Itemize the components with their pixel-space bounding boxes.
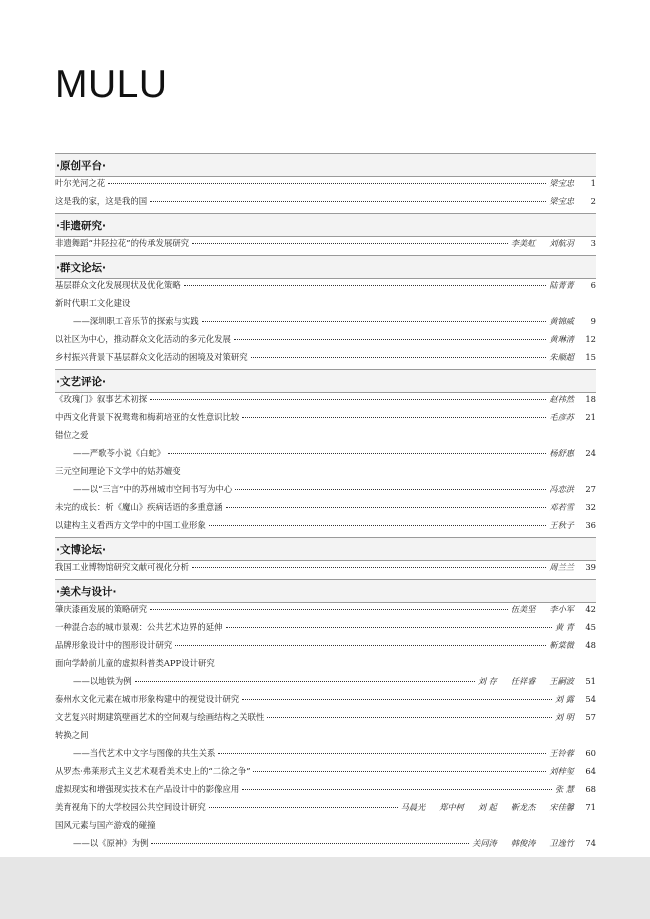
entry-authors <box>549 448 574 459</box>
toc-entry[interactable] <box>55 639 596 657</box>
author-name: 邓若雪 <box>549 502 574 512</box>
dot-leader <box>150 193 546 202</box>
entry-authors <box>549 640 574 651</box>
page-number: 54 <box>585 694 596 704</box>
section-header <box>55 213 596 237</box>
entry-title: 非遗舞蹈“井陉拉花”的传承发展研究 <box>55 238 190 248</box>
dot-leader <box>242 409 546 418</box>
author-name: 王嗣波 <box>549 676 574 686</box>
page-number: 57 <box>585 712 596 722</box>
dot-leader <box>235 481 546 490</box>
page-number: 12 <box>585 334 596 344</box>
entry-title: 泰州水文化元素在城市形象构建中的视觉设计研究 <box>55 694 240 704</box>
toc-entry[interactable] <box>55 279 596 297</box>
entry-authors <box>478 676 574 687</box>
section-label: ·美术与设计· <box>56 585 117 598</box>
dot-leader <box>108 175 546 184</box>
page-number: 6 <box>590 280 596 290</box>
toc-entry[interactable] <box>55 195 596 213</box>
entry-title: ——深圳职工音乐节的探索与实践 <box>73 316 199 326</box>
dot-leader <box>175 637 546 646</box>
entry-authors <box>401 802 574 813</box>
entry-title: 面向学龄前儿童的虚拟科普类APP设计研究 <box>55 658 215 668</box>
dot-leader <box>150 391 546 400</box>
page-number: 18 <box>585 394 596 404</box>
section-label: ·群文论坛· <box>56 261 106 274</box>
dot-leader <box>242 691 552 700</box>
entry-title: 国风元素与国产游戏的碰撞 <box>55 820 156 830</box>
author-name: 刘 起 <box>477 802 497 812</box>
entry-authors <box>549 766 574 777</box>
dot-leader <box>202 313 547 322</box>
author-name: 马晨光 <box>400 802 426 812</box>
entry-title: ——严歌苓小说《白蛇》 <box>73 448 166 458</box>
toc-entry[interactable] <box>55 447 596 465</box>
toc-entry[interactable] <box>55 411 596 429</box>
section-header <box>55 369 596 393</box>
entry-title: 虚拟现实和增强现实技术在产品设计中的影像应用 <box>55 784 240 794</box>
author-name: 韩俊涛 <box>510 838 536 848</box>
author-name: 梁宝忠 <box>549 178 574 188</box>
entry-authors <box>549 394 574 405</box>
dot-leader <box>151 835 469 844</box>
page-number: 32 <box>585 502 596 512</box>
entry-title: ——以《原神》为例 <box>73 838 149 848</box>
page-number: 42 <box>585 604 596 614</box>
entry-authors <box>472 838 574 849</box>
author-name: 陆菁菁 <box>549 280 574 290</box>
page-number: 74 <box>585 838 596 848</box>
entry-authors <box>511 604 574 615</box>
entry-authors <box>549 352 574 363</box>
page-number: 71 <box>585 802 596 812</box>
author-name: 朱顺超 <box>549 352 574 362</box>
entry-authors <box>549 280 574 291</box>
entry-title: 从罗杰·弗莱形式主义艺术观看美术史上的“二徐之争” <box>55 766 251 776</box>
entry-title: 品牌形象设计中的图形设计研究 <box>55 640 173 650</box>
entry-authors <box>549 178 574 189</box>
entry-title: 中西文化背景下祝鸳鸯和梅莉培亚的女性意识比较 <box>55 412 240 422</box>
author-name: 毛彦苏 <box>549 412 574 422</box>
entry-authors <box>511 238 574 249</box>
dot-leader <box>192 559 546 568</box>
author-name: 张 慧 <box>555 784 574 794</box>
author-name: 刘航羽 <box>549 238 574 248</box>
entry-authors <box>549 502 574 513</box>
author-name: 冯恋洪 <box>549 484 574 494</box>
entry-title: 乡村振兴背景下基层群众文化活动的困境及对策研究 <box>55 352 248 362</box>
section-label: ·原创平台· <box>56 159 106 172</box>
page-number: 15 <box>585 352 596 362</box>
section-header <box>55 579 596 603</box>
entry-authors <box>549 484 574 495</box>
page-number: 2 <box>590 196 596 206</box>
entry-title: 《玫瑰门》叙事艺术初探 <box>55 394 148 404</box>
author-name: 任祥睿 <box>510 676 536 686</box>
entry-authors <box>549 196 574 207</box>
author-name: 卫逸竹 <box>549 838 574 848</box>
author-name: 刘 露 <box>555 694 574 704</box>
page-number: 21 <box>585 412 596 422</box>
page-number: 36 <box>585 520 596 530</box>
page-number: 45 <box>585 622 596 632</box>
entry-title: 一种混合态的城市景观：公共艺术边界的延伸 <box>55 622 223 632</box>
author-name: 黄锦威 <box>549 316 574 326</box>
entry-authors <box>555 712 574 723</box>
entry-title: 文艺复兴时期建筑壁画艺术的空间观与绘画结构之关联性 <box>55 712 265 722</box>
entry-title: 叶尔羌河之花 <box>55 178 106 188</box>
entry-title: ——以“三言”中的苏州城市空间书写为中心 <box>73 484 233 494</box>
author-name: 杨舒惠 <box>549 448 574 458</box>
dot-leader <box>150 601 508 610</box>
author-name: 刘梓玺 <box>549 766 574 776</box>
entry-authors <box>549 334 574 345</box>
section-label: ·文博论坛· <box>56 543 106 556</box>
toc-entry[interactable] <box>55 837 596 855</box>
dot-leader <box>192 235 508 244</box>
entry-title: 美育视角下的大学校园公共空间设计研究 <box>55 802 206 812</box>
author-name: 周兰兰 <box>549 562 574 572</box>
section-header <box>55 255 596 279</box>
author-name: 靳龙杰 <box>510 802 536 812</box>
page-number: 60 <box>585 748 596 758</box>
entry-title: 三元空间理论下文学中的姑苏嬗变 <box>55 466 181 476</box>
toc-entry[interactable] <box>55 351 596 369</box>
dot-leader <box>226 619 553 628</box>
author-name: 刘 明 <box>555 712 574 722</box>
entry-authors <box>555 694 574 705</box>
page-number: 51 <box>585 676 596 686</box>
page-number: 9 <box>590 316 596 326</box>
section-header <box>55 537 596 561</box>
section-label: ·文艺评论· <box>56 375 106 388</box>
page-number: 48 <box>585 640 596 650</box>
dot-leader <box>242 781 552 790</box>
entry-authors <box>549 562 574 573</box>
entry-title: 基层群众文化发展现状及优化策略 <box>55 280 181 290</box>
entry-title: 以建构主义看西方文学中的中国工业形象 <box>55 520 206 530</box>
entry-authors <box>555 622 574 633</box>
entry-title: 新时代职工文化建设 <box>55 298 131 308</box>
author-name: 黄 青 <box>555 622 574 632</box>
dot-leader <box>253 763 546 772</box>
page-number: 27 <box>585 484 596 494</box>
toc-entry[interactable] <box>55 801 596 819</box>
page-number: 64 <box>585 766 596 776</box>
entry-authors <box>549 316 574 327</box>
dot-leader <box>251 349 547 358</box>
dot-leader <box>267 709 552 718</box>
dot-leader <box>135 673 475 682</box>
dot-leader <box>209 517 547 526</box>
entry-title: 肇庆漆画发展的策略研究 <box>55 604 148 614</box>
entry-title: 以社区为中心，推动群众文化活动的多元化发展 <box>55 334 231 344</box>
toc-entry[interactable] <box>55 237 596 255</box>
entry-title: ——以地铁为例 <box>73 676 132 686</box>
footer-band <box>0 857 650 919</box>
toc-entry[interactable] <box>55 561 596 579</box>
author-name: 伍美坚 <box>510 604 536 614</box>
page-number: 3 <box>590 238 596 248</box>
entry-title: 转换之间 <box>55 730 89 740</box>
author-name: 刘 存 <box>477 676 497 686</box>
entry-authors <box>549 412 574 423</box>
author-name: 王秋子 <box>549 520 574 530</box>
entry-title: 我国工业博物馆研究文献可视化分析 <box>55 562 189 572</box>
section-label: ·非遗研究· <box>56 219 106 232</box>
toc-entry[interactable] <box>55 711 596 729</box>
author-name: 梁宝忠 <box>549 196 574 206</box>
author-name: 靳棠微 <box>549 640 574 650</box>
page-number: 68 <box>585 784 596 794</box>
entry-title: 未完的成长：析《魔山》疾病话语的多重意涵 <box>55 502 223 512</box>
entry-title: 错位之爱 <box>55 430 89 440</box>
table-of-contents <box>55 153 596 855</box>
page-title: MULU <box>55 63 168 106</box>
author-name: 宋佳馨 <box>549 802 574 812</box>
author-name: 赵祎然 <box>549 394 574 404</box>
entry-title: 这是我的家，这是我的国 <box>55 196 148 206</box>
author-name: 郑中柯 <box>439 802 464 812</box>
author-name: 李美虹 <box>510 238 536 248</box>
dot-leader <box>226 499 547 508</box>
author-name: 关同涛 <box>472 838 497 848</box>
entry-title: ——当代艺术中文字与图像的共生关系 <box>73 748 216 758</box>
page-number: 24 <box>585 448 596 458</box>
page-number: 39 <box>585 562 596 572</box>
dot-leader <box>184 277 547 286</box>
entry-authors <box>555 784 574 795</box>
author-name: 李小军 <box>549 604 574 614</box>
entry-authors <box>549 748 574 759</box>
dot-leader <box>168 445 546 454</box>
entry-authors <box>549 520 574 531</box>
page-number: 1 <box>590 178 596 188</box>
dot-leader <box>209 799 398 808</box>
dot-leader <box>234 331 547 340</box>
author-name: 王铃蓉 <box>549 748 574 758</box>
toc-entry[interactable] <box>55 519 596 537</box>
section-header <box>55 153 596 177</box>
dot-leader <box>218 745 546 754</box>
author-name: 黄琳清 <box>549 334 574 344</box>
